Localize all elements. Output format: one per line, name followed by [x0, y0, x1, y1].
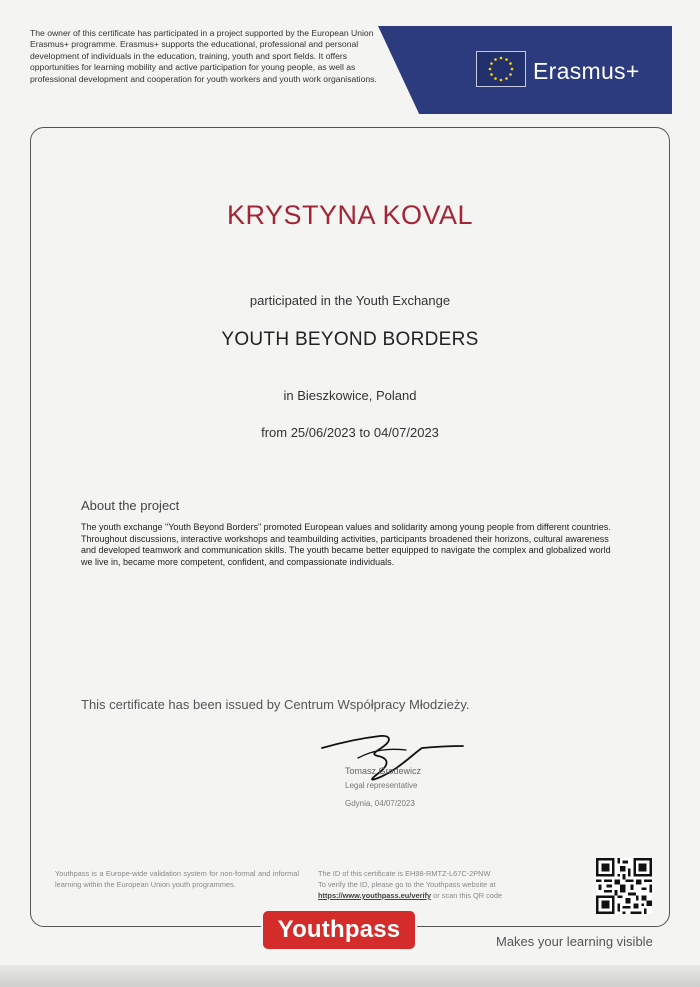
signature — [318, 720, 468, 790]
signer-place-date: Gdynia, 04/07/2023 — [345, 799, 415, 808]
signer-role: Legal representative — [345, 781, 418, 790]
issued-by-line: This certificate has been issued by Centrum Współpracy Młodzieży. — [81, 697, 470, 712]
page-shadow — [0, 965, 700, 987]
verify-instruction: To verify the ID, please go to the Youthpass website at — [318, 880, 496, 889]
certificate-id-info — [318, 868, 578, 901]
eu-flag-icon — [476, 51, 526, 87]
erasmus-logo: Erasmus+ — [533, 58, 640, 84]
location-line: in Bieszkowice, Poland — [283, 388, 417, 403]
youthpass-tagline: Makes your learning visible — [496, 934, 653, 949]
verify-suffix: or scan this QR code — [431, 891, 503, 900]
youthpass-description: Youthpass is a Europe-wide validation system for non-formal and informal learning within the European Union youth programmes. — [55, 869, 299, 889]
erasmus-intro-text: The owner of this certificate has participated in a project supported by the European Union Erasmus+ programme. Erasmus+ supports the educational, professional and personal development of individuals in the education, training, youth and sport fields. It offers opportunities for learning mobility and active participation for young people, as well as professional development and cooperation for youth workers and youth work organisations. — [30, 28, 377, 84]
participated-line: participated in the Youth Exchange — [249, 293, 451, 308]
exchange-title: YOUTH BEYOND BORDERS — [221, 329, 479, 350]
dates-line: from 25/06/2023 to 04/07/2023 — [261, 425, 439, 440]
certificate-id-line: The ID of this certificate is EH98-RMTZ-L67C-2PNW — [318, 869, 491, 878]
signer-name: Tomasz Grodewicz — [345, 766, 422, 776]
participant-name: KRYSTYNA KOVAL — [226, 200, 474, 230]
about-heading: About the project — [81, 498, 180, 513]
youthpass-logo: Youthpass — [263, 911, 415, 949]
qr-code-icon[interactable] — [596, 858, 652, 914]
verify-link[interactable]: https://www.youthpass.eu/verify — [318, 891, 432, 900]
about-text: The youth exchange "Youth Beyond Borders" promoted European values and solidarity among young people from different countries. Throughout discussions, interactive workshops and teambuilding activities, participants broadened their horizons, cultural awareness and developed teamwork and communication skills. The youth became better equipped to navigate the complex and globalized world we live in, became more competent, confident, and compassionate individuals. — [81, 522, 611, 567]
